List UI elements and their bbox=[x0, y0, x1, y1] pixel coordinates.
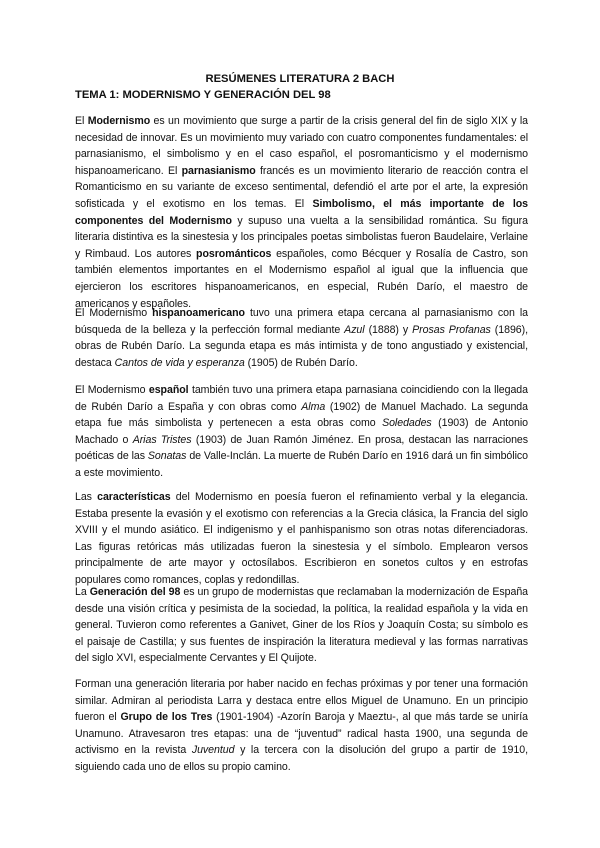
document-title: RESÚMENES LITERATURA 2 BACH bbox=[205, 73, 395, 85]
text-run: La bbox=[75, 586, 90, 598]
text-run: del Modernismo en poesía fueron el refinamiento verbal y la elegancia. Estaba presente la evasión y el exotismo con referencias a la Grecia clásica, la Francia del siglo XVIII y el mundo asiático. El indigenismo y el panhispanismo son otras notas diferenciadoras. Las figuras retóricas más utilizadas fueron la sinestesia y el símbolo. Emplearon versos principalmente de arte mayor y octosílabos. Escribieron en sonetos cultos y en estrofas populares como romances, coplas y redondillas. bbox=[75, 491, 528, 586]
work-title: Azul bbox=[344, 323, 365, 336]
paragraph-modernismo-espanol bbox=[75, 382, 528, 482]
bold-term: Grupo de los Tres bbox=[120, 711, 213, 724]
bold-term: posrománticos bbox=[196, 247, 272, 260]
paragraph-caracteristicas bbox=[75, 489, 528, 589]
text-run: también tuvo una primera etapa parnasiana coincidiendo con la llegada de Rubén Darío a España y con obras como bbox=[75, 384, 528, 413]
text-run: El Modernismo bbox=[75, 384, 149, 396]
work-title: Soledades bbox=[382, 417, 432, 430]
bold-term: hispanoamericano bbox=[152, 307, 245, 319]
bold-term: español bbox=[148, 384, 189, 396]
work-title: Alma bbox=[301, 400, 326, 413]
bold-term: Generación del 98 bbox=[89, 586, 181, 598]
text-run: (1903) de Juan Ramón Jiménez. En prosa, destacan las narraciones poéticas de las bbox=[75, 433, 529, 463]
text-run: (1905) de Rubén Darío. bbox=[244, 356, 358, 369]
work-title: Cantos de vida y esperanza bbox=[114, 356, 245, 369]
section-heading: TEMA 1: MODERNISMO Y GENERACIÓN DEL 98 bbox=[75, 89, 331, 101]
bold-term: Modernismo bbox=[87, 115, 151, 127]
text-run: El bbox=[75, 115, 88, 127]
text-run: (1903) de Antonio Machado o bbox=[75, 417, 529, 446]
paragraph-grupo-de-los-tres bbox=[75, 676, 528, 776]
text-run: Forman una generación literaria por haber nacido en fechas próximas y por tener una formación similar. Admiran al periodista Larra y destaca entre ellos Miguel de Unamuno. En un principio fueron el bbox=[75, 678, 528, 724]
text-run: (1901-1904) -Azorín Baroja y Maeztu-, al que más tarde se uniría Unamuno. Atravesaron tres etapas: una de “juventud” radical hasta 1900, una segunda de activismo en la revista bbox=[75, 711, 529, 757]
bold-term: Simbolismo, el más importante de los componentes del Modernismo bbox=[75, 197, 528, 227]
text-run: (1902) de Manuel Machado. La segunda etapa fue más simbolista y pertenecen a esta obras como bbox=[75, 400, 528, 430]
text-run: francés es un movimiento literario de reacción contra el Romanticismo en su variante de exceso sentimental, defendió el arte por el arte, la expresión sofisticada y el exotismo en los temas. El bbox=[75, 164, 528, 210]
text-run: españoles, como Bécquer y Rosalía de Castro, son también elementos importantes en el Modernismo español al igual que la influencia que ejercieron los escritores hispanoamericanos, en especial, Rubén Darío, el maestro de americanos y españoles. bbox=[75, 247, 528, 310]
paragraph-generacion-98 bbox=[75, 584, 528, 667]
text-run: y la tercera con la disolución del grupo a partir de 1910, siguiendo cada uno de ellos su propio camino. bbox=[75, 744, 528, 773]
bold-term: parnasianismo bbox=[181, 164, 256, 177]
text-run: (1888) y bbox=[364, 323, 413, 336]
text-run: (1896), obras de Rubén Darío. La segunda etapa es más intimista y de tono angustiado y existencial, destaca bbox=[75, 323, 529, 369]
text-run: es un movimiento que surge a partir de la crisis general del fin de siglo XIX y la necesidad de innovar. Es un movimiento muy variado con cuatro componentes fundamentales: el parnasianismo, el simbolismo y en el caso español, el posromanticismo y el modernismo hispanoamericano. El bbox=[75, 115, 528, 177]
bold-term: características bbox=[97, 491, 171, 503]
text-run: El Modernismo bbox=[75, 307, 153, 319]
text-run: y supuso una vuelta a la sensibilidad romántica. Su figura literaria distintiva es la sinestesia y los principales poetas simbolistas fueron Baudelaire, Verlaine y Rimbaud. Los autores bbox=[75, 214, 528, 260]
text-run: de Valle-Inclán. La muerte de Rubén Darío en 1916 dará un fin simbólico a este movimiento. bbox=[75, 450, 528, 479]
work-title: Sonatas bbox=[147, 450, 187, 463]
work-title: Juventud bbox=[191, 744, 235, 757]
paragraph-modernismo-hispanoamericano bbox=[75, 305, 528, 371]
work-title: Prosas Profanas bbox=[412, 323, 491, 336]
paragraph-modernismo-intro bbox=[75, 113, 528, 312]
text-run: tuvo una primera etapa cercana al parnasianismo con la búsqueda de la belleza y la perfección formal mediante bbox=[75, 307, 528, 336]
work-title: Arias Tristes bbox=[132, 433, 192, 446]
text-run: Las bbox=[75, 491, 98, 503]
text-run: es un grupo de modernistas que reclamaban la modernización de España desde una visión crítica y pesimista de la sociedad, la política, la realidad española y la vida en general. Tuvieron como referentes a Ganivet, Giner de los Ríos y Joaquín Costa; su símbolo es el paisaje de Castilla; y sus fuentes de inspiración la literatura medieval y las formas narrativas del siglo XVI, especialmente Cervantes y El Quijote. bbox=[75, 586, 528, 665]
